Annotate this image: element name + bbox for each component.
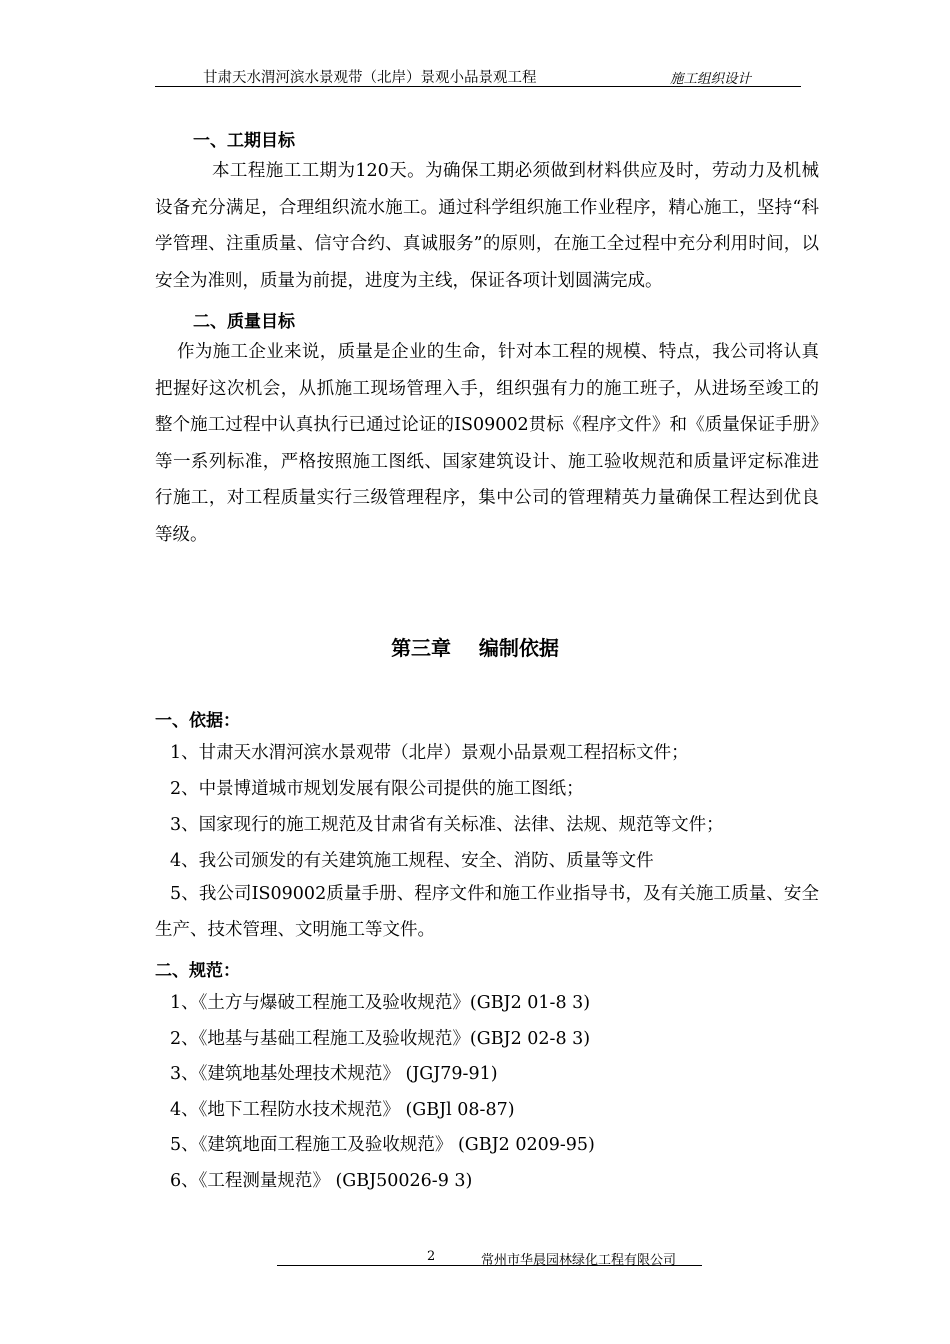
basis-item: 1、甘肃天水渭河滨水景观带（北岸）景观小品景观工程招标文件； [170, 743, 689, 763]
basis-item: 4、我公司颁发的有关建筑施工规程、安全、消防、质量等文件 [170, 851, 654, 871]
header-project-title: 甘肃天水渭河滨水景观带（北岸）景观小品景观工程 [203, 70, 537, 86]
norm-item: 1、《土方与爆破工程施工及验收规范》(GBJ2 01-8 3) [170, 993, 591, 1013]
footer-company-name: 常州市华晨园林绿化工程有限公司 [481, 1253, 677, 1268]
chapter-title: 第三章 编制依据 [391, 636, 559, 660]
norm-item: 5、《建筑地面工程施工及验收规范》 (GBJ2 0209-95) [170, 1135, 595, 1155]
page-number: 2 [427, 1249, 436, 1264]
norms-heading: 二、规范： [155, 961, 240, 981]
page-header [155, 64, 801, 87]
basis-heading: 一、依据： [155, 711, 240, 731]
section-heading-schedule: 一、工期目标 [193, 131, 295, 151]
norm-item: 2、《地基与基础工程施工及验收规范》(GBJ2 02-8 3) [170, 1029, 591, 1049]
page-footer [277, 1249, 702, 1266]
basis-item: 2、中景博道城市规划发展有限公司提供的施工图纸； [170, 779, 584, 799]
paragraph-schedule: 本工程施工工期为120天。为确保工期必须做到材料供应及时，劳动力及机械设备充分满足，合理组织流水施工。通过科学组织施工作业程序，精心施工，坚持“科学管理、注重质量、信守合约、真诚服务”的原则，在施工全过程中充分利用时间，以安全为准则，质量为前提，进度为主线，保证各项计划圆满完成。 [155, 161, 819, 291]
paragraph-quality: 作为施工企业来说，质量是企业的生命，针对本工程的规模、特点，我公司将认真把握好这次机会，从抓施工现场管理入手，组织强有力的施工班子，从进场至竣工的整个施工过程中认真执行已通过论证的IS09002贯标《程序文件》和《质量保证手册》等一系列标准，严格按照施工图纸、国家建筑设计、施工验收规范和质量评定标准进行施工，对工程质量实行三级管理程序，集中公司的管理精英力量确保工程达到优良等级。 [155, 342, 819, 545]
norm-item: 4、《地下工程防水技术规范》 (GBJl 08-87) [170, 1100, 515, 1120]
basis-item: 3、国家现行的施工规范及甘肃省有关标准、法律、法规、规范等文件； [170, 815, 724, 835]
norm-item: 3、《建筑地基处理技术规范》 (JGJ79-91) [170, 1064, 498, 1084]
section-heading-quality: 二、质量目标 [193, 312, 295, 332]
norm-item: 6、《工程测量规范》 (GBJ50026-9 3) [170, 1171, 473, 1191]
basis-item: 5、我公司IS09002质量手册、程序文件和施工作业指导书，及有关施工质量、安全生产、技术管理、文明施工等文件。 [155, 884, 819, 940]
header-section-label: 施工组织设计 [670, 71, 751, 87]
